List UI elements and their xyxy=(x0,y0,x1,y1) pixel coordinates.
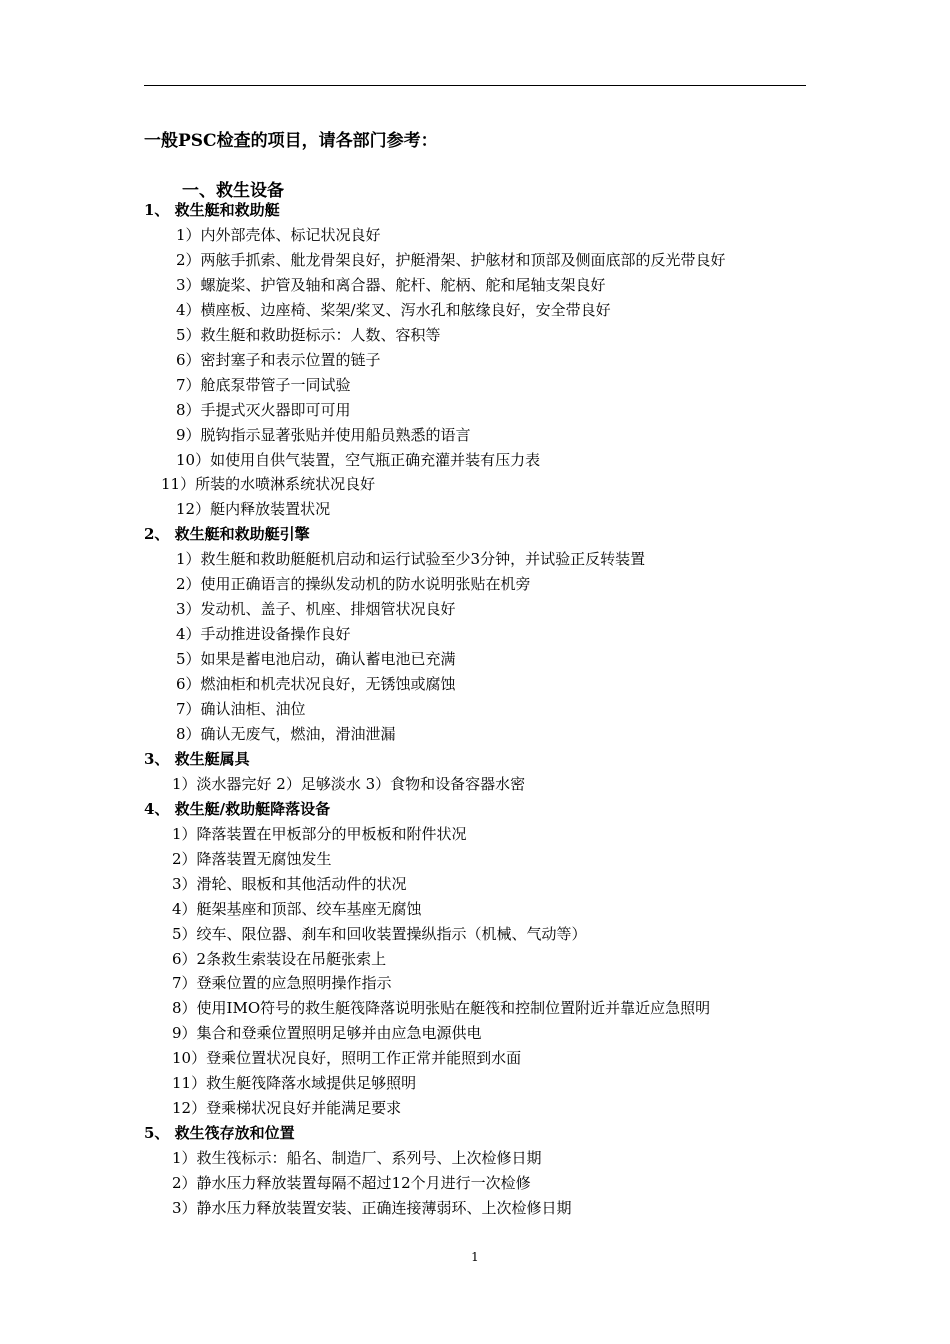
checklist-item: 1）救生筏标示：船名、制造厂、系列号、上次检修日期 xyxy=(172,1149,542,1168)
checklist-item: 7）登乘位置的应急照明操作指示 xyxy=(172,974,392,993)
checklist-item: 7）确认油柜、油位 xyxy=(176,700,306,718)
checklist-item: 3）滑轮、眼板和其他活动件的状况 xyxy=(172,874,407,893)
header-rule xyxy=(144,85,806,86)
subsection-heading: 1、 救生艇和救助艇 xyxy=(144,201,280,219)
checklist-item: 10）登乘位置状况良好，照明工作正常并能照到水面 xyxy=(172,1049,522,1068)
checklist-item: 4）艇架基座和顶部、绞车基座无腐蚀 xyxy=(172,899,422,918)
checklist-item: 6）密封塞子和表示位置的链子 xyxy=(176,350,381,369)
subsection-heading: 4、 救生艇/救助艇降落设备 xyxy=(144,799,331,818)
checklist-item: 9）脱钩指示显著张贴并使用船员熟悉的语言 xyxy=(176,425,471,444)
checklist-item: 12）艇内释放装置状况 xyxy=(176,500,331,519)
checklist-item: 1）救生艇和救助艇艇机启动和运行试验至少3分钟，并试验正反转装置 xyxy=(176,550,646,569)
checklist-item: 5）救生艇和救助挺标示：人数、容积等 xyxy=(176,325,441,344)
section-heading: 一、救生设备 xyxy=(182,181,284,201)
checklist-item: 5）绞车、限位器、刹车和回收装置操纵指示（机械、气动等） xyxy=(172,924,587,943)
checklist-item: 8）使用IMO符号的救生艇筏降落说明张贴在艇筏和控制位置附近并靠近应急照明 xyxy=(172,999,711,1018)
checklist-item: 4）横座板、边座椅、桨架/桨叉、泻水孔和舷缘良好，安全带良好 xyxy=(176,300,611,319)
checklist-item: 4）手动推进设备操作良好 xyxy=(176,625,351,644)
page-number: 1 xyxy=(471,1250,479,1264)
checklist-item: 8）手提式灭火器即可可用 xyxy=(176,400,351,419)
checklist-item: 6）燃油柜和机壳状况良好，无锈蚀或腐蚀 xyxy=(176,675,456,694)
checklist-item: 6）2条救生索装设在吊艇张索上 xyxy=(172,949,387,968)
checklist-item: 11）救生艇筏降落水域提供足够照明 xyxy=(172,1074,417,1093)
checklist-item: 2）使用正确语言的操纵发动机的防水说明张贴在机旁 xyxy=(176,575,531,594)
subsection-heading: 2、 救生艇和救助艇引擎 xyxy=(144,525,310,544)
checklist-item: 11）所装的水喷淋系统状况良好 xyxy=(161,475,376,494)
checklist-item: 8）确认无废气，燃油，滑油泄漏 xyxy=(176,724,396,743)
checklist-item: 10）如使用自供气装置，空气瓶正确充灌并装有压力表 xyxy=(176,450,541,469)
checklist-item: 1）淡水器完好 2）足够淡水 3）食物和设备容器水密 xyxy=(172,774,526,793)
document-title: 一般PSC检查的项目，请各部门参考： xyxy=(144,131,438,151)
checklist-item: 2）降落装置无腐蚀发生 xyxy=(172,849,332,868)
checklist-item: 3）螺旋桨、护管及轴和离合器、舵杆、舵柄、舵和尾轴支架良好 xyxy=(176,275,606,294)
checklist-item: 3）发动机、盖子、机座、排烟管状况良好 xyxy=(176,600,456,619)
checklist-item: 2）两舷手抓索、舭龙骨架良好，护艇滑架、护舷材和顶部及侧面底部的反光带良好 xyxy=(176,250,726,269)
checklist-item: 3）静水压力释放装置安装、正确连接薄弱环、上次检修日期 xyxy=(172,1199,572,1217)
subsection-heading: 3、 救生艇属具 xyxy=(144,749,250,768)
checklist-item: 2）静水压力释放装置每隔不超过12个月进行一次检修 xyxy=(172,1174,531,1193)
checklist-item: 5）如果是蓄电池启动，确认蓄电池已充满 xyxy=(176,650,456,669)
checklist-item: 7）舱底泵带管子一同试验 xyxy=(176,375,351,394)
subsection-heading: 5、 救生筏存放和位置 xyxy=(144,1124,295,1143)
checklist-item: 12）登乘梯状况良好并能满足要求 xyxy=(172,1099,402,1118)
checklist-item: 1）降落装置在甲板部分的甲板板和附件状况 xyxy=(172,824,467,843)
checklist-item: 9）集合和登乘位置照明足够并由应急电源供电 xyxy=(172,1024,482,1043)
checklist-item: 1）内外部壳体、标记状况良好 xyxy=(176,225,381,244)
